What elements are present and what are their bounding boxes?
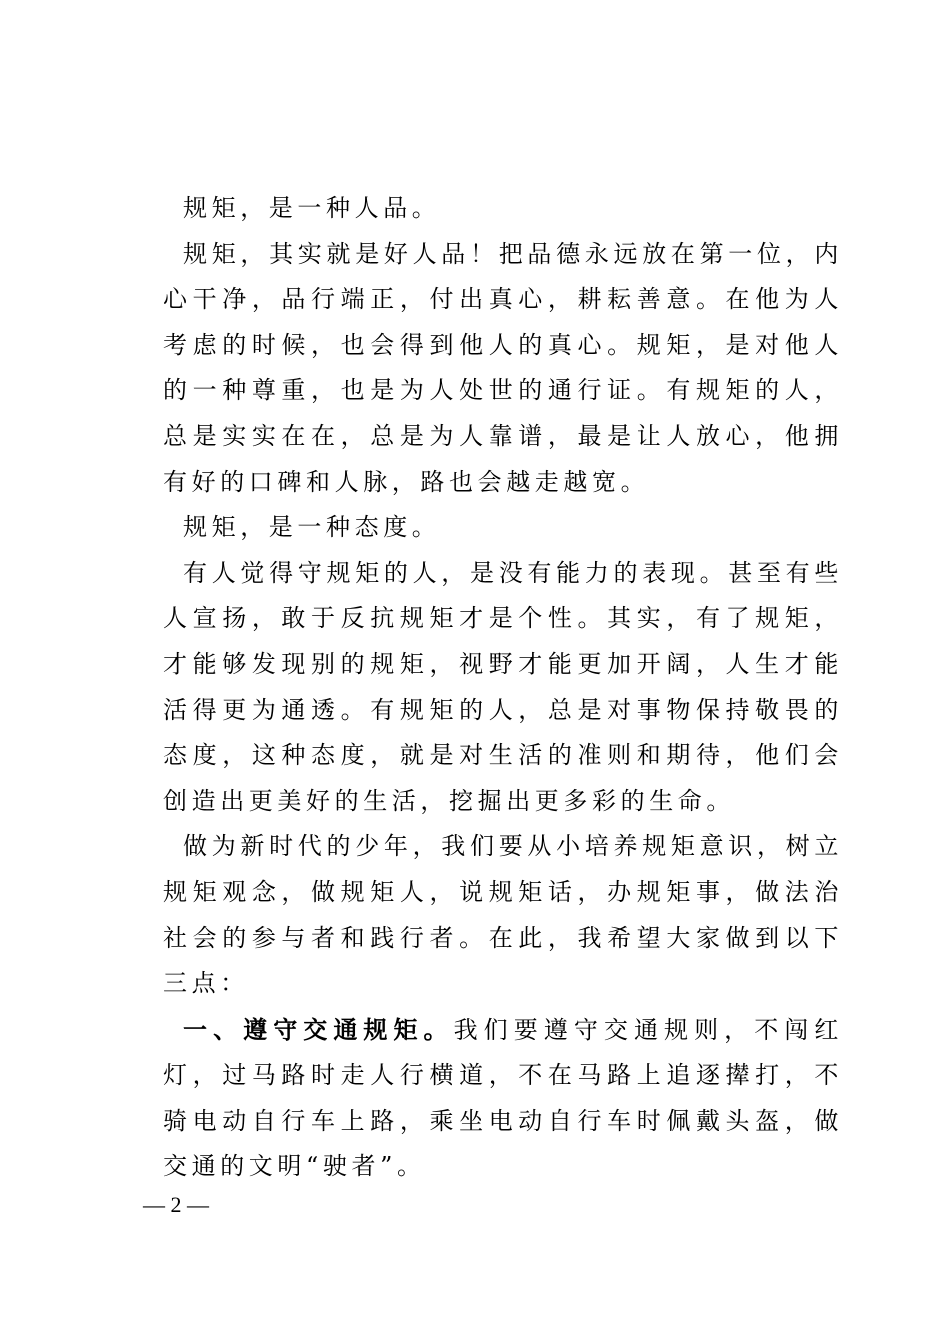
paragraph-1 (163, 186, 843, 232)
paragraph-2 (163, 232, 843, 506)
paragraph-text: 规矩，是一种人品。 (183, 194, 441, 222)
paragraph-text: 规矩，其实就是好人品！把品德永远放在第一位，内心干净，品行端正，付出真心，耕耘善意。在他为人考虑的时候，也会得到他人的真心。规矩，是对他人的一种尊重，也是为人处世的通行证。有规矩的人，总是实实在在，总是为人靠谱，最是让人放心，他拥有好的口碑和人脉，路也会越走越宽。 (163, 239, 843, 496)
document-body (163, 186, 843, 1190)
paragraph-3 (163, 505, 843, 551)
paragraph-text: 规矩，是一种态度。 (183, 513, 441, 542)
page-number: — 2 — (143, 1192, 209, 1217)
paragraph-6 (163, 1007, 843, 1190)
paragraph-4 (163, 551, 843, 825)
paragraph-text: 我们要遵守交通规则，不闯红灯，过马路时走人行横道，不在马路上追逐撵打，不骑电动自行车上路，乘坐电动自行车时佩戴头盔，做交通的文明“驶者”。 (163, 1015, 843, 1181)
paragraph-text: 做为新时代的少年，我们要从小培养规矩意识，树立规矩观念，做规矩人，说规矩话，办规矩事，做法治社会的参与者和践行者。在此，我希望大家做到以下三点： (163, 832, 843, 998)
paragraph-text: 有人觉得守规矩的人，是没有能力的表现。甚至有些人宣扬，敢于反抗规矩才是个性。其实，有了规矩，才能够发现别的规矩，视野才能更加开阔，人生才能活得更为通透。有规矩的人，总是对事物保持敬畏的态度，这种态度，就是对生活的准则和期待，他们会创造出更美好的生活，挖掘出更多彩的生命。 (163, 558, 843, 815)
section-heading: 一、遵守交通规矩。 (183, 1014, 454, 1044)
paragraph-5 (163, 824, 843, 1006)
